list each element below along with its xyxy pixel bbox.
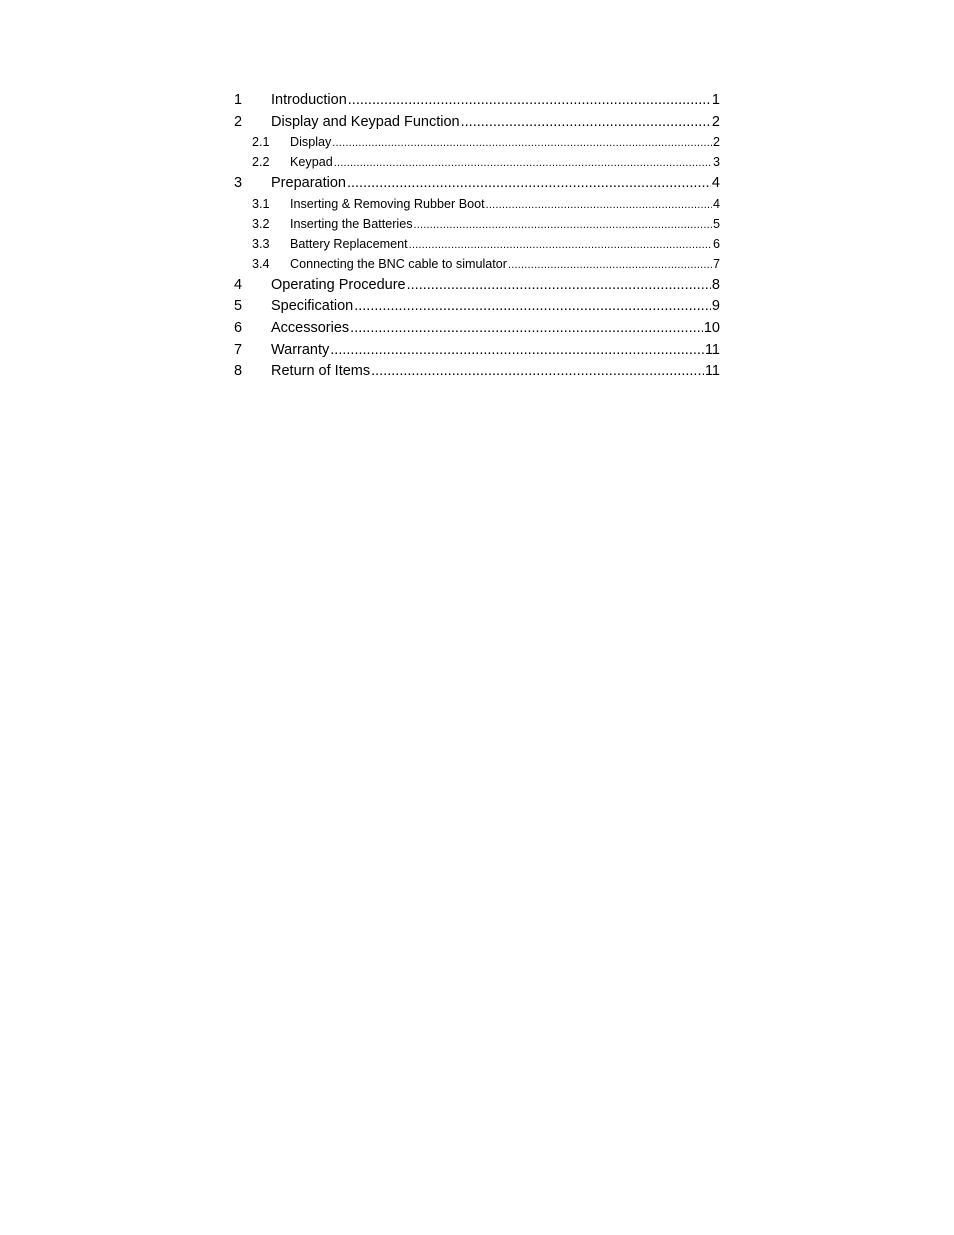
toc-entry-number: 5 (234, 298, 243, 315)
toc-entry-number: 8 (234, 363, 243, 380)
toc-entry-number: 6 (234, 319, 243, 336)
toc-entry-title: Accessories (271, 319, 350, 336)
toc-entry-page: 11 (704, 341, 720, 358)
toc-entry-title: Specification (271, 298, 354, 315)
dot-leader (409, 237, 712, 251)
toc-entry-number: 3.4 (252, 256, 270, 271)
toc-entry-page: 4 (712, 196, 720, 211)
toc-entry-title: Introduction (271, 92, 347, 108)
toc-entry-accessories[interactable] (234, 320, 720, 342)
toc-entry-page: 6 (712, 236, 720, 251)
toc-entry-number: 1 (234, 92, 243, 108)
toc-entry-page: 2 (712, 135, 720, 150)
toc-entry-specification[interactable] (234, 298, 720, 320)
dot-leader (508, 257, 712, 271)
toc-entry-title: Warranty (271, 341, 330, 358)
toc-entry-page: 8 (711, 276, 720, 293)
toc-entry-display[interactable] (234, 135, 720, 155)
toc-entry-operating-procedure[interactable] (234, 277, 720, 299)
toc-entry-number: 2.2 (252, 155, 270, 170)
toc-entry-page: 5 (712, 216, 720, 231)
toc-entry-number: 3.3 (252, 236, 270, 251)
toc-entry-number: 3.1 (252, 196, 270, 211)
toc-entry-preparation[interactable] (234, 175, 720, 197)
toc-entry-battery-replacement[interactable] (234, 237, 720, 257)
toc-entry-title: Operating Procedure (271, 276, 406, 293)
dot-leader (371, 363, 704, 379)
toc-entry-introduction[interactable] (234, 92, 720, 114)
toc-entry-title: Keypad (290, 155, 333, 170)
toc-entry-number: 2 (234, 113, 243, 130)
toc-entry-title: Preparation (271, 175, 346, 192)
toc-entry-page: 10 (703, 319, 720, 336)
toc-entry-page: 1 (711, 92, 720, 108)
toc-entry-keypad[interactable] (234, 155, 720, 175)
toc-entry-title: Inserting the Batteries (290, 216, 413, 231)
toc-entry-title: Return of Items (271, 363, 371, 380)
toc-entry-page: 7 (712, 256, 720, 271)
toc-entry-title: Inserting & Removing Rubber Boot (290, 196, 485, 211)
dot-leader (407, 277, 711, 293)
toc-entry-title: Display and Keypad Function (271, 113, 460, 130)
toc-entry-warranty[interactable] (234, 342, 720, 364)
toc-entry-page: 4 (711, 175, 720, 192)
toc-entry-inserting-removing-rubber-boot[interactable] (234, 197, 720, 217)
toc-entry-return-of-items[interactable] (234, 363, 720, 385)
toc-entry-number: 3 (234, 175, 243, 192)
toc-entry-page: 9 (711, 298, 720, 315)
toc-entry-page: 11 (704, 363, 720, 380)
toc-entry-display-and-keypad-function[interactable] (234, 114, 720, 136)
toc-entry-connecting-bnc-cable[interactable] (234, 257, 720, 277)
toc-entry-page: 3 (712, 155, 720, 170)
toc-entry-number: 4 (234, 276, 243, 293)
dot-leader (486, 197, 712, 211)
dot-leader (350, 320, 703, 336)
toc-entry-page: 2 (711, 113, 720, 130)
toc-entry-number: 7 (234, 341, 243, 358)
table-of-contents (234, 92, 720, 385)
dot-leader (334, 155, 712, 169)
dot-leader (330, 342, 704, 358)
dot-leader (354, 298, 711, 314)
dot-leader (461, 114, 711, 130)
dot-leader (348, 92, 711, 108)
dot-leader (414, 217, 712, 231)
toc-entry-title: Connecting the BNC cable to simulator (290, 256, 508, 271)
toc-entry-number: 3.2 (252, 216, 270, 231)
toc-entry-title: Display (290, 135, 332, 150)
toc-entry-number: 2.1 (252, 135, 270, 150)
dot-leader (347, 175, 711, 191)
toc-entry-inserting-the-batteries[interactable] (234, 217, 720, 237)
toc-entry-title: Battery Replacement (290, 236, 408, 251)
dot-leader (332, 135, 712, 149)
